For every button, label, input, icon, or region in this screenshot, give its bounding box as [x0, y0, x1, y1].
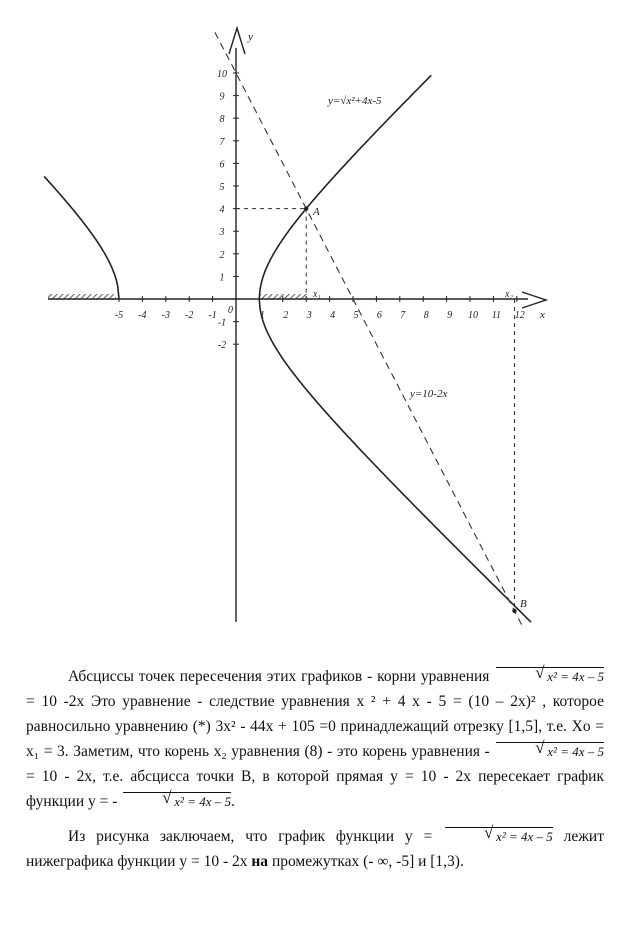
plot-area — [44, 32, 531, 629]
radical-4: √ x² = 4x – 5 — [445, 827, 553, 845]
p2-part-b: лежит нижеграфика функции y = 10 - 2x — [26, 828, 605, 870]
line-label: y=10-2x — [410, 388, 448, 400]
p2-part-a: Из рисунка заключаем, что график функции y = — [68, 828, 433, 845]
paragraph-1 — [26, 664, 604, 814]
x-tick-label: -5 — [114, 310, 124, 321]
point-b-label: B — [520, 598, 527, 610]
y-tick-label: 2 — [219, 249, 225, 261]
point-b — [512, 609, 516, 613]
y-axis-arrow — [229, 28, 245, 54]
x-tick-label: 10 — [468, 310, 478, 321]
p1-part-e: . — [231, 793, 235, 810]
x2-label: x₂ — [505, 289, 513, 300]
x-tick-label: 9 — [447, 310, 453, 321]
hyperbola-right-branch — [259, 75, 531, 622]
x-axis-label: x — [540, 309, 545, 321]
x-tick-label: 6 — [376, 310, 382, 321]
y-tick-label: 6 — [219, 159, 225, 171]
y-axis-label: y — [248, 31, 253, 43]
y-tick-label: -1 — [217, 317, 227, 329]
y-tick-label: 7 — [219, 136, 225, 148]
point-a-label: A — [313, 206, 320, 218]
curve-label: y=√x²+4x-5 — [328, 95, 382, 107]
x-tick-label: -3 — [161, 310, 170, 321]
x-tick-label: 11 — [491, 310, 502, 321]
x-tick-label: 1 — [259, 310, 265, 321]
p1-part-b: = 10 -2x Это уравнение - следствие уравнения x ² + 4 x - 5 = — [26, 693, 462, 710]
line-y-10-2x — [215, 32, 524, 629]
axis-ticks — [115, 69, 525, 351]
y-tick-label: 9 — [219, 91, 225, 103]
point-a — [304, 206, 308, 210]
explanation-text — [26, 664, 604, 874]
x-axis-arrow — [522, 292, 546, 308]
y-tick-label: 4 — [219, 204, 225, 216]
p1-part-d: = 10 - 2x, т.е. абсцисса точки B, в которой прямая y = 10 - 2x пересекает график функции y = - — [26, 768, 604, 810]
paragraph-2 — [26, 824, 604, 874]
hatch-left — [48, 294, 116, 300]
p1-part-a: Абсциссы точек пересечения этих графиков - корни уравнения — [68, 668, 490, 685]
x-tick-label: -4 — [138, 310, 147, 321]
x-tick-label: -1 — [208, 310, 217, 321]
squared-term: (10 – 2x)² — [468, 693, 536, 710]
x-tick-label: 5 — [353, 310, 359, 321]
y-tick-label: 8 — [219, 114, 225, 126]
radical-2: √ x² = 4x – 5 — [496, 742, 604, 760]
x-tick-label: 12 — [514, 310, 525, 321]
radical-3: √ x² = 4x – 5 — [123, 792, 231, 810]
x-tick-label: 7 — [400, 310, 406, 321]
radical-1: √ x² = 4x – 5 — [496, 667, 604, 685]
y-tick-label: 10 — [217, 69, 227, 80]
p2-bold-word: на — [251, 853, 269, 870]
x-tick-label: 8 — [423, 310, 429, 321]
x-tick-label: 3 — [306, 310, 312, 321]
x-tick-label: -2 — [185, 310, 194, 321]
hatch-right — [260, 294, 308, 300]
x-tick-label: 2 — [283, 310, 289, 321]
origin-label: 0 — [228, 305, 233, 316]
y-tick-label: 5 — [219, 182, 225, 193]
y-tick-label: 1 — [219, 272, 225, 284]
hyperbola-left-branch — [44, 176, 119, 299]
p1-part-c: , которое равносильно уравнению (*) 3x² - 44x + 105 =0 принадлежащий отрезку [1,5], т.е. Xo = x₁ = 3. Заметим, что корень x₂ уравнения (8) - это корень уравнения - — [26, 693, 604, 760]
y-tick-label: -2 — [217, 340, 227, 352]
y-tick-label: 3 — [219, 227, 225, 239]
x-tick-label: 4 — [330, 310, 336, 321]
p2-part-c: промежутках (- ∞, -5] и [1,3). — [271, 853, 464, 870]
x1-label: x₁ — [313, 289, 321, 300]
